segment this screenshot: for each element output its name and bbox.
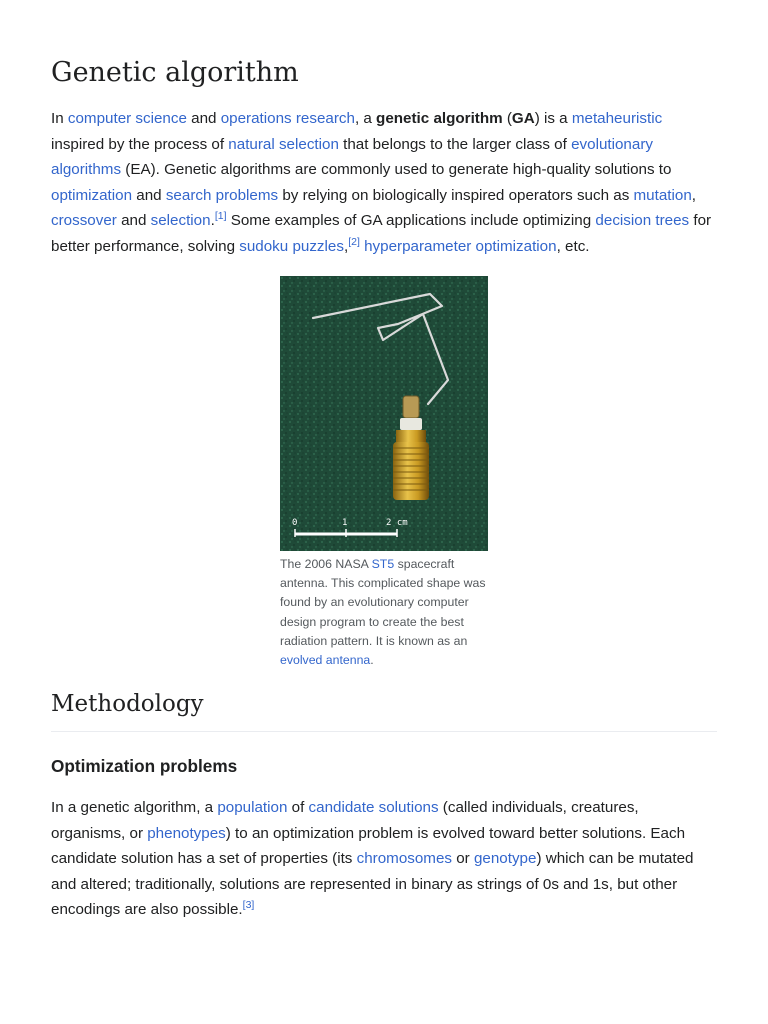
text: and [116, 212, 151, 230]
link-selection[interactable]: selection [150, 212, 211, 230]
link-computer-science[interactable]: computer science [67, 110, 187, 127]
bold-term: genetic algorithm [376, 110, 503, 127]
link-chromosomes[interactable]: chromosomes [356, 850, 452, 868]
caption-text: . [370, 653, 374, 668]
link-st5[interactable]: ST5 [371, 557, 395, 571]
link-metaheuristic[interactable]: metaheuristic [571, 110, 663, 127]
antenna-image[interactable] [280, 276, 488, 551]
text: In a genetic algorithm, a [51, 799, 218, 816]
scale-label-1: 1 [342, 518, 348, 528]
caption-text: The 2006 NASA [280, 557, 372, 571]
link-mutation[interactable]: mutation [633, 186, 692, 204]
bold-abbr: GA [511, 110, 535, 127]
link-hyperparameter-optimization[interactable]: hyperparameter optimization [364, 237, 557, 255]
image-background [280, 276, 488, 551]
text: by relying on biologically inspired operators such as [278, 186, 634, 204]
text: inspired by the process of [51, 135, 229, 153]
reference-1[interactable]: [1] [214, 210, 227, 223]
link-genotype[interactable]: genotype [473, 850, 537, 868]
text: (EA). Genetic algorithms are commonly used to generate high-quality solutions to [121, 161, 672, 179]
figure-st5-antenna [280, 276, 488, 670]
text: ) which can be mutated and altered; traditionally, solutions are represented in binary as strings of 0s and 1s, but other encodings are also possible. [51, 850, 694, 919]
text: and [132, 186, 166, 204]
text: ( [502, 110, 512, 127]
reference-3[interactable]: [3] [242, 899, 255, 912]
link-sudoku-puzzles[interactable]: sudoku puzzles [239, 237, 344, 255]
link-search-problems[interactable]: search problems [165, 186, 279, 204]
link-natural-selection[interactable]: natural selection [228, 135, 339, 153]
link-crossover[interactable]: crossover [51, 212, 117, 230]
figure-caption [280, 555, 492, 670]
link-decision-trees[interactable]: decision trees [595, 212, 690, 230]
link-evolved-antenna[interactable]: evolved antenna [280, 653, 371, 668]
text: and [186, 110, 221, 127]
scale-label-0: 0 [292, 518, 298, 528]
text: , a [354, 110, 377, 127]
text: (called individuals, creatures, organisms, or [51, 799, 639, 842]
text: ) is a [534, 110, 572, 127]
link-operations-research[interactable]: operations research [220, 110, 355, 127]
text: or [452, 850, 474, 868]
text: , [691, 186, 697, 204]
link-phenotypes[interactable]: phenotypes [147, 824, 226, 842]
subsection-heading-optimization-problems: Optimization problems [51, 756, 238, 776]
text: that belongs to the larger class of [338, 135, 572, 153]
intro-paragraph [51, 106, 717, 260]
text: . [210, 212, 215, 230]
section-heading-methodology: Methodology [51, 688, 717, 732]
text: of [287, 799, 309, 816]
link-optimization[interactable]: optimization [51, 186, 133, 204]
caption-text: spacecraft antenna. This complicated shape was found by an evolutionary computer design program to create the best radiation pattern. It is known as an [280, 557, 486, 648]
link-candidate-solutions[interactable]: candidate solutions [308, 799, 439, 816]
link-evolutionary-algorithms[interactable]: evolutionary algorithms [51, 135, 653, 179]
text: In [51, 110, 68, 127]
text: , [343, 237, 349, 255]
text: for better performance, solving [51, 212, 712, 255]
reference-2[interactable]: [2] [348, 235, 360, 248]
optimization-paragraph [51, 795, 717, 923]
text: Some examples of GA applications include optimizing [226, 212, 596, 230]
link-population[interactable]: population [217, 799, 288, 816]
scale-label-2cm: 2 cm [386, 518, 408, 528]
page-title: Genetic algorithm [51, 57, 299, 88]
text: , etc. [556, 237, 590, 255]
text: ) to an optimization problem is evolved toward better solutions. Each candidate solution has a set of properties (its [51, 824, 686, 868]
